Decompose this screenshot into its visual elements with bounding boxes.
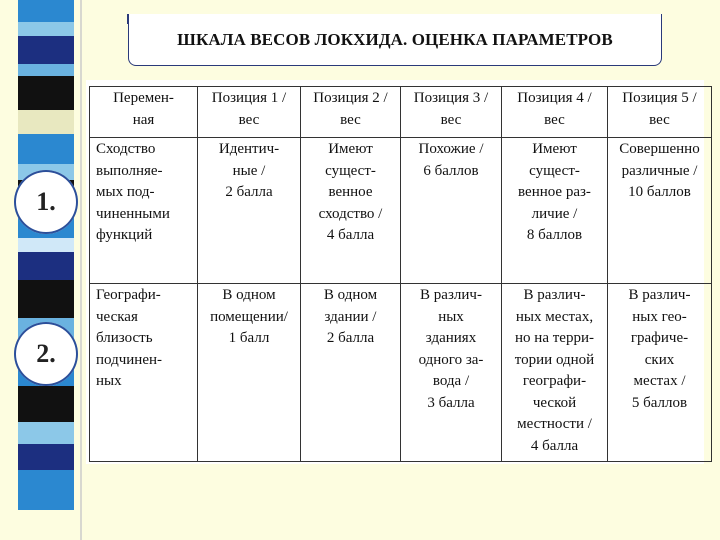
- table-cell: Сходство выполняе- мых под- чиненными функций: [90, 138, 198, 284]
- table-panel: [86, 80, 704, 464]
- table-cell: В одном помещении/ 1 балл: [198, 284, 301, 462]
- header-cell: Позиция 5 / вес: [608, 87, 712, 138]
- strip-block: [18, 280, 74, 318]
- strip-block: [18, 76, 74, 110]
- table-cell: В различ- ных местах, но на терри- тории одной географи- ческой местности / 4 балла: [502, 284, 608, 462]
- table-cell: Географи- ческая близость подчинен- ных: [90, 284, 198, 462]
- table-cell: Имеют сущест- венное сходство / 4 балла: [301, 138, 401, 284]
- strip-block: [18, 238, 74, 252]
- section-badge-1: 1.: [14, 170, 78, 234]
- strip-block: [18, 134, 74, 164]
- strip-block: [18, 470, 74, 510]
- header-cell: Перемен- ная: [90, 87, 198, 138]
- decorative-strip: [18, 0, 74, 540]
- strip-block: [18, 444, 74, 470]
- parameter-table: [89, 86, 712, 462]
- table-row: [90, 284, 712, 462]
- table-cell: В различ- ных зданиях одного за- вода / 3 балла: [401, 284, 502, 462]
- header-cell: Позиция 3 / вес: [401, 87, 502, 138]
- strip-block: [18, 110, 74, 134]
- strip-block: [18, 252, 74, 280]
- strip-block: [18, 64, 74, 76]
- slide-title-box: [128, 14, 662, 66]
- strip-block: [18, 0, 74, 22]
- table-row: [90, 138, 712, 284]
- header-cell: Позиция 4 / вес: [502, 87, 608, 138]
- strip-block: [18, 22, 74, 36]
- header-cell: Позиция 2 / вес: [301, 87, 401, 138]
- table-cell: В одном здании / 2 балла: [301, 284, 401, 462]
- table-header-row: [90, 87, 712, 138]
- table-cell: Имеют сущест- венное раз- личие / 8 баллов: [502, 138, 608, 284]
- strip-block: [18, 386, 74, 422]
- slide-title: ШКАЛА ВЕСОВ ЛОКХИДА. ОЦЕНКА ПАРАМЕТРОВ: [177, 29, 613, 49]
- table-cell: Идентич- ные / 2 балла: [198, 138, 301, 284]
- table-cell: Совершенно различные / 10 баллов: [608, 138, 712, 284]
- table-cell: В различ- ных гео- графиче- ских местах / 5 баллов: [608, 284, 712, 462]
- table-cell: Похожие / 6 баллов: [401, 138, 502, 284]
- divider-line: [80, 0, 82, 540]
- strip-block: [18, 422, 74, 444]
- strip-block: [18, 36, 74, 64]
- header-cell: Позиция 1 / вес: [198, 87, 301, 138]
- section-badge-2: 2.: [14, 322, 78, 386]
